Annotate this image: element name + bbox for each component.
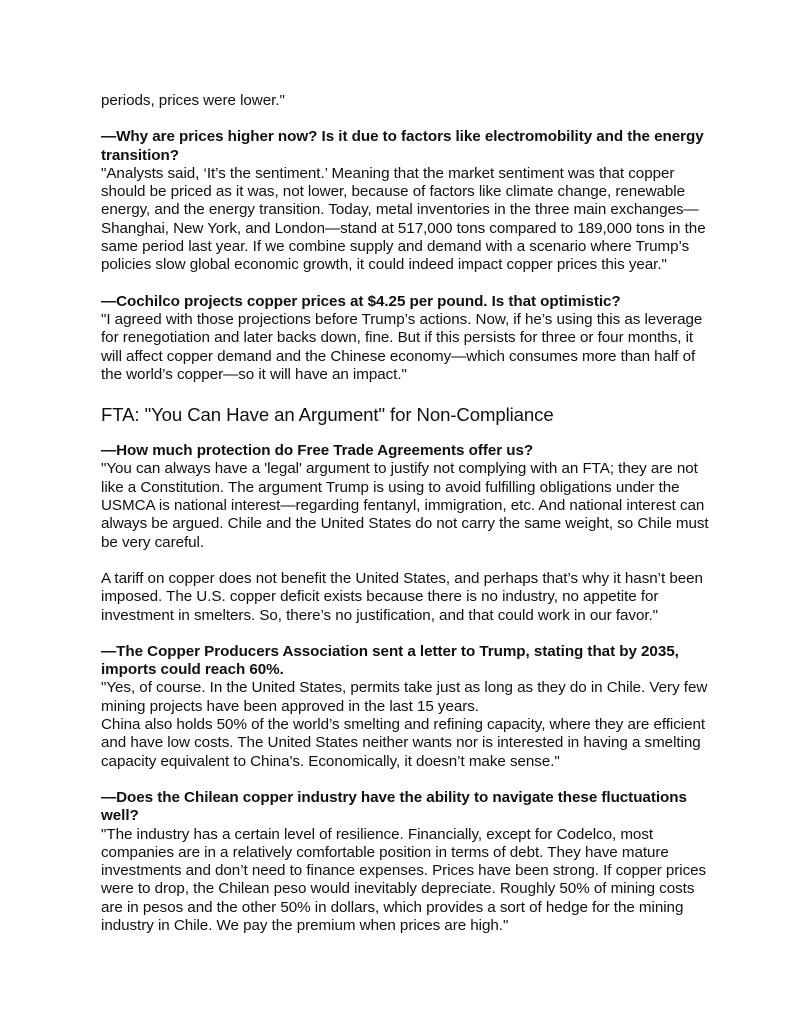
- spacer: [101, 110, 711, 128]
- spacer: [101, 552, 711, 570]
- question-cochilco: —Cochilco projects copper prices at $4.25 per pound. Is that optimistic?: [101, 292, 621, 310]
- document-page: [101, 92, 711, 935]
- answer-fta-protection: "You can always have a 'legal' argument to justify not complying with an FTA; they are not like a Constitution. The argument Trump is using to avoid fulfilling obligations under the USMCA is national interest—regarding fentanyl, immigration, etc. And national interest can always be argued. Chile and the United States do not carry the same weight, so Chile must be very careful.: [101, 460, 709, 551]
- section-heading: FTA: "You Can Have an Argument" for Non-Compliance: [101, 404, 554, 426]
- intro-tail-text: periods, prices were lower.": [101, 92, 285, 109]
- answer-electromobility: "Analysts said, ‘It’s the sentiment.’ Meaning that the market sentiment was that copper should be priced as it was, not lower, because of factors like climate change, renewable energy, and the energy transition. Today, metal inventories in the three main exchanges—Shanghai, New York, and London—stand at 517,000 tons compared to 189,000 tons in the same period last year. If we combine supply and demand with a scenario where Trump’s policies slow global economic growth, it could indeed impact copper prices this year.": [101, 164, 706, 274]
- question-copper-producers: —The Copper Producers Association sent a letter to Trump, stating that by 2035, imports could reach 60%.: [101, 642, 679, 679]
- spacer: [101, 275, 711, 293]
- spacer: [101, 771, 711, 789]
- question-fta-protection: —How much protection do Free Trade Agreements offer us?: [101, 442, 534, 460]
- answer-chilean-industry: "The industry has a certain level of resilience. Financially, except for Codelco, most companies are in a relatively comfortable position in terms of debt. They have mature investments and don’t need to finance expenses. Prices have been strong. If copper prices were to drop, the Chilean peso would inevitably depreciate. Roughly 50% of mining costs are in pesos and the other 50% in dollars, which provides a sort of hedge for the mining industry in Chile. We pay the premium when prices are high.": [101, 825, 707, 934]
- question-electromobility: —Why are prices higher now? Is it due to factors like electromobility and the energy transition?: [101, 128, 704, 164]
- spacer: [101, 625, 711, 643]
- answer-copper-producers-continued: China also holds 50% of the world’s smelting and refining capacity, where they are efficient and have low costs. The United States neither wants nor is interested in having a smelting capacity equivalent to China's. Economically, it doesn’t make sense.": [101, 716, 706, 770]
- answer-fta-protection-continued: A tariff on copper does not benefit the United States, and perhaps that’s why it hasn’t been imposed. The U.S. copper deficit exists because there is no industry, no appetite for investment in smelters. So, there’s no justification, and that could work in our favor.": [101, 569, 703, 624]
- answer-cochilco: "I agreed with those projections before Trump’s actions. Now, if he’s using this as leverage for renegotiation and later backs down, fine. But if this persists for three or four months, it will affect copper demand and the Chinese economy—which consumes more than half of the world’s copper—so it will have an impact.": [101, 310, 703, 383]
- question-chilean-industry: —Does the Chilean copper industry have the ability to navigate these fluctuations well?: [101, 788, 687, 825]
- answer-copper-producers: "Yes, of course. In the United States, permits take just as long as they do in Chile. Very few mining projects have been approved in the last 15 years.: [101, 679, 708, 715]
- spacer: [101, 384, 711, 404]
- spacer: [101, 426, 711, 442]
